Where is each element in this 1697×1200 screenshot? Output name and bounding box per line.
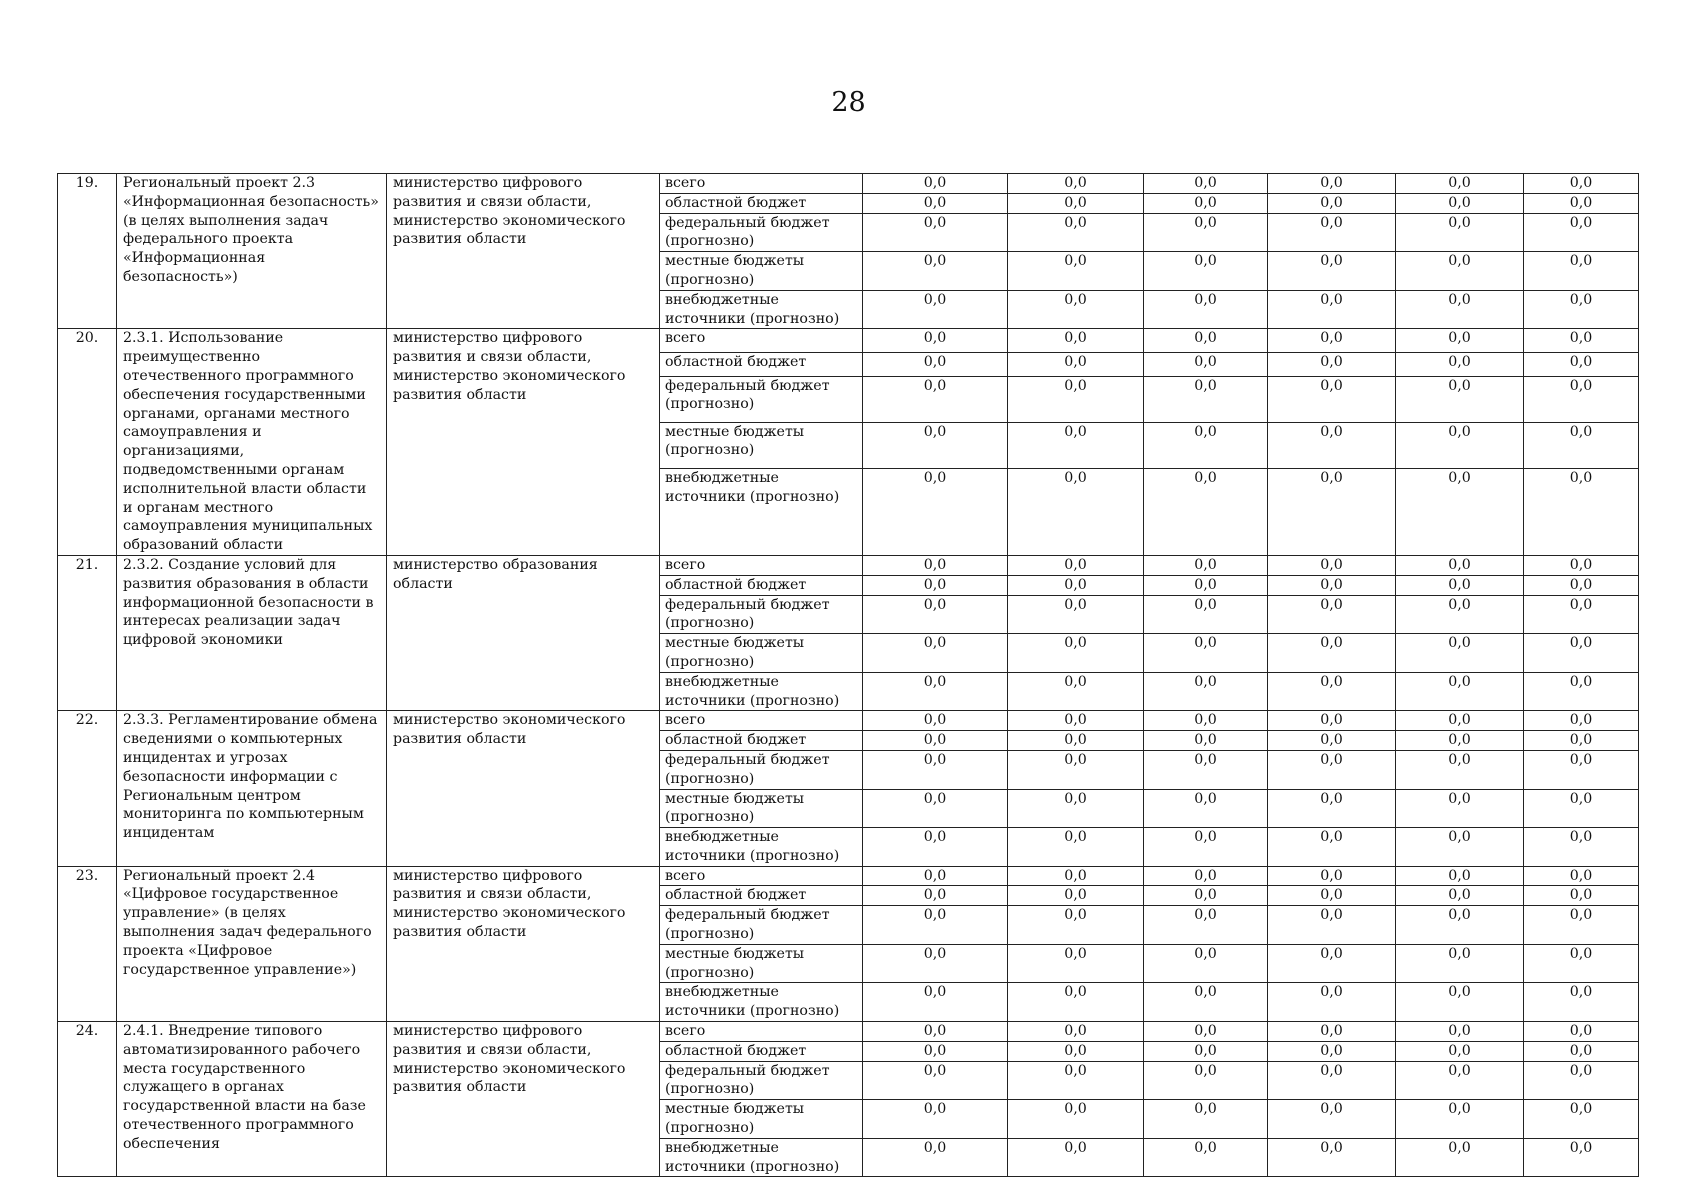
amount-cell: 0,0 [1396,555,1524,575]
amount-cell: 0,0 [1396,290,1524,329]
amount-cell: 0,0 [1524,376,1639,422]
amount-cell: 0,0 [1008,468,1144,555]
table-row [58,329,1639,353]
amount-cell: 0,0 [1524,828,1639,867]
amount-cell: 0,0 [1008,575,1144,595]
amount-cell: 0,0 [1396,731,1524,751]
amount-cell: 0,0 [1144,1061,1268,1100]
budget-table [57,173,1639,1177]
row-number: 20. [58,329,117,556]
amount-cell: 0,0 [1524,1061,1639,1100]
funding-source: внебюджетные источники (прогнозно) [660,983,863,1022]
amount-cell: 0,0 [1268,634,1396,673]
amount-cell: 0,0 [1396,353,1524,377]
amount-cell: 0,0 [1144,672,1268,711]
amount-cell: 0,0 [1524,672,1639,711]
funding-source: местные бюджеты (прогнозно) [660,252,863,291]
activity-name: 2.3.3. Регламентирование обмена сведениями о компьютерных инцидентах и угрозах безопасности информации с Региональным центром мониторинга по компьютерным инцидентам [117,711,387,866]
funding-source: федеральный бюджет (прогнозно) [660,376,863,422]
amount-cell: 0,0 [1396,174,1524,194]
amount-cell: 0,0 [863,944,1008,983]
amount-cell: 0,0 [1524,329,1639,353]
amount-cell: 0,0 [1524,731,1639,751]
amount-cell: 0,0 [1008,290,1144,329]
amount-cell: 0,0 [863,422,1008,468]
table-row [58,1022,1639,1042]
funding-source: внебюджетные источники (прогнозно) [660,468,863,555]
funding-source: областной бюджет [660,1041,863,1061]
funding-source: федеральный бюджет (прогнозно) [660,213,863,252]
amount-cell: 0,0 [1008,672,1144,711]
amount-cell: 0,0 [863,1022,1008,1042]
amount-cell: 0,0 [1268,672,1396,711]
executor: министерство цифрового развития и связи области, министерство экономического развития области [387,866,660,1021]
amount-cell: 0,0 [1524,174,1639,194]
amount-cell: 0,0 [1268,193,1396,213]
amount-cell: 0,0 [1524,711,1639,731]
amount-cell: 0,0 [1524,1041,1639,1061]
amount-cell: 0,0 [863,353,1008,377]
funding-source: внебюджетные источники (прогнозно) [660,828,863,867]
row-number: 21. [58,555,117,710]
amount-cell: 0,0 [1268,213,1396,252]
amount-cell: 0,0 [1268,468,1396,555]
amount-cell: 0,0 [1396,866,1524,886]
amount-cell: 0,0 [1144,174,1268,194]
amount-cell: 0,0 [1008,1061,1144,1100]
amount-cell: 0,0 [1008,376,1144,422]
amount-cell: 0,0 [1396,193,1524,213]
amount-cell: 0,0 [1008,789,1144,828]
amount-cell: 0,0 [863,789,1008,828]
funding-source: федеральный бюджет (прогнозно) [660,595,863,634]
funding-source: местные бюджеты (прогнозно) [660,944,863,983]
executor: министерство образования области [387,555,660,710]
amount-cell: 0,0 [1144,1022,1268,1042]
amount-cell: 0,0 [863,575,1008,595]
amount-cell: 0,0 [1396,906,1524,945]
table-body [58,174,1639,1177]
amount-cell: 0,0 [1268,595,1396,634]
amount-cell: 0,0 [1144,750,1268,789]
amount-cell: 0,0 [1144,555,1268,575]
amount-cell: 0,0 [863,213,1008,252]
amount-cell: 0,0 [1008,213,1144,252]
amount-cell: 0,0 [1396,1138,1524,1177]
amount-cell: 0,0 [1008,174,1144,194]
amount-cell: 0,0 [1396,1061,1524,1100]
amount-cell: 0,0 [1144,468,1268,555]
amount-cell: 0,0 [1524,886,1639,906]
amount-cell: 0,0 [1144,329,1268,353]
amount-cell: 0,0 [1008,983,1144,1022]
amount-cell: 0,0 [1008,944,1144,983]
amount-cell: 0,0 [1008,329,1144,353]
amount-cell: 0,0 [863,1061,1008,1100]
amount-cell: 0,0 [1144,290,1268,329]
amount-cell: 0,0 [1524,944,1639,983]
funding-source: областной бюджет [660,353,863,377]
amount-cell: 0,0 [1144,886,1268,906]
amount-cell: 0,0 [1396,213,1524,252]
amount-cell: 0,0 [1144,193,1268,213]
funding-source: всего [660,866,863,886]
amount-cell: 0,0 [1008,711,1144,731]
amount-cell: 0,0 [863,290,1008,329]
funding-source: внебюджетные источники (прогнозно) [660,290,863,329]
amount-cell: 0,0 [863,828,1008,867]
amount-cell: 0,0 [1268,828,1396,867]
amount-cell: 0,0 [1008,555,1144,575]
amount-cell: 0,0 [1396,595,1524,634]
amount-cell: 0,0 [1008,886,1144,906]
funding-source: областной бюджет [660,731,863,751]
amount-cell: 0,0 [1144,595,1268,634]
amount-cell: 0,0 [863,595,1008,634]
amount-cell: 0,0 [1524,290,1639,329]
funding-source: всего [660,711,863,731]
amount-cell: 0,0 [1524,750,1639,789]
amount-cell: 0,0 [1144,944,1268,983]
amount-cell: 0,0 [1008,1022,1144,1042]
funding-source: федеральный бюджет (прогнозно) [660,750,863,789]
amount-cell: 0,0 [1524,575,1639,595]
amount-cell: 0,0 [1524,906,1639,945]
amount-cell: 0,0 [1524,353,1639,377]
amount-cell: 0,0 [1008,750,1144,789]
funding-source: местные бюджеты (прогнозно) [660,1100,863,1139]
amount-cell: 0,0 [1144,828,1268,867]
amount-cell: 0,0 [863,983,1008,1022]
amount-cell: 0,0 [1268,376,1396,422]
amount-cell: 0,0 [1268,731,1396,751]
table-row [58,866,1639,886]
amount-cell: 0,0 [863,555,1008,575]
amount-cell: 0,0 [863,1100,1008,1139]
amount-cell: 0,0 [863,866,1008,886]
amount-cell: 0,0 [863,174,1008,194]
activity-name: 2.4.1. Внедрение типового автоматизированного рабочего места государственного служащего в органах государственной власти на базе отечественного программного обеспечения [117,1022,387,1177]
row-number: 24. [58,1022,117,1177]
amount-cell: 0,0 [1396,828,1524,867]
activity-name: Региональный проект 2.3 «Информационная безопасность» (в целях выполнения задач федерального проекта «Информационная безопасность») [117,174,387,329]
amount-cell: 0,0 [1008,252,1144,291]
funding-source: местные бюджеты (прогнозно) [660,634,863,673]
amount-cell: 0,0 [1268,353,1396,377]
amount-cell: 0,0 [1524,866,1639,886]
amount-cell: 0,0 [863,906,1008,945]
amount-cell: 0,0 [1144,575,1268,595]
amount-cell: 0,0 [1396,711,1524,731]
amount-cell: 0,0 [1396,944,1524,983]
amount-cell: 0,0 [1524,595,1639,634]
amount-cell: 0,0 [1008,731,1144,751]
amount-cell: 0,0 [1268,290,1396,329]
amount-cell: 0,0 [863,252,1008,291]
executor: министерство цифрового развития и связи области, министерство экономического развития области [387,174,660,329]
amount-cell: 0,0 [1524,422,1639,468]
amount-cell: 0,0 [1396,329,1524,353]
amount-cell: 0,0 [1144,983,1268,1022]
amount-cell: 0,0 [1524,983,1639,1022]
amount-cell: 0,0 [1008,828,1144,867]
amount-cell: 0,0 [1268,1041,1396,1061]
amount-cell: 0,0 [1008,634,1144,673]
amount-cell: 0,0 [1524,634,1639,673]
amount-cell: 0,0 [1144,353,1268,377]
table-row [58,711,1639,731]
funding-source: внебюджетные источники (прогнозно) [660,1138,863,1177]
funding-source: областной бюджет [660,193,863,213]
amount-cell: 0,0 [1268,789,1396,828]
amount-cell: 0,0 [1396,1022,1524,1042]
funding-source: федеральный бюджет (прогнозно) [660,906,863,945]
amount-cell: 0,0 [1396,468,1524,555]
amount-cell: 0,0 [1268,1061,1396,1100]
amount-cell: 0,0 [1396,575,1524,595]
amount-cell: 0,0 [1396,1100,1524,1139]
amount-cell: 0,0 [1008,866,1144,886]
amount-cell: 0,0 [863,1138,1008,1177]
amount-cell: 0,0 [1268,329,1396,353]
amount-cell: 0,0 [863,376,1008,422]
amount-cell: 0,0 [1008,595,1144,634]
amount-cell: 0,0 [863,329,1008,353]
table-row [58,174,1639,194]
amount-cell: 0,0 [1144,711,1268,731]
amount-cell: 0,0 [1008,1041,1144,1061]
funding-source: внебюджетные источники (прогнозно) [660,672,863,711]
row-number: 23. [58,866,117,1021]
amount-cell: 0,0 [1008,1100,1144,1139]
amount-cell: 0,0 [1144,866,1268,886]
amount-cell: 0,0 [1396,672,1524,711]
amount-cell: 0,0 [1396,789,1524,828]
amount-cell: 0,0 [863,711,1008,731]
amount-cell: 0,0 [1524,1138,1639,1177]
amount-cell: 0,0 [863,634,1008,673]
amount-cell: 0,0 [1268,711,1396,731]
executor: министерство цифрового развития и связи области, министерство экономического развития области [387,329,660,556]
amount-cell: 0,0 [1008,906,1144,945]
amount-cell: 0,0 [1396,983,1524,1022]
amount-cell: 0,0 [1268,1138,1396,1177]
table-row [58,555,1639,575]
amount-cell: 0,0 [1268,983,1396,1022]
amount-cell: 0,0 [1524,468,1639,555]
funding-source: областной бюджет [660,575,863,595]
row-number: 19. [58,174,117,329]
amount-cell: 0,0 [863,750,1008,789]
amount-cell: 0,0 [1268,1100,1396,1139]
amount-cell: 0,0 [863,672,1008,711]
amount-cell: 0,0 [863,886,1008,906]
page-number: 28 [831,87,866,118]
funding-source: местные бюджеты (прогнозно) [660,789,863,828]
amount-cell: 0,0 [1396,252,1524,291]
amount-cell: 0,0 [1144,1100,1268,1139]
amount-cell: 0,0 [1524,213,1639,252]
amount-cell: 0,0 [863,193,1008,213]
amount-cell: 0,0 [1396,886,1524,906]
amount-cell: 0,0 [863,1041,1008,1061]
amount-cell: 0,0 [1144,906,1268,945]
amount-cell: 0,0 [1396,1041,1524,1061]
amount-cell: 0,0 [1144,1138,1268,1177]
executor: министерство цифрового развития и связи области, министерство экономического развития области [387,1022,660,1177]
amount-cell: 0,0 [863,468,1008,555]
amount-cell: 0,0 [1144,789,1268,828]
amount-cell: 0,0 [1268,575,1396,595]
funding-source: всего [660,555,863,575]
activity-name: 2.3.2. Создание условий для развития образования в области информационной безопасности в интересах реализации задач цифровой экономики [117,555,387,710]
amount-cell: 0,0 [1144,376,1268,422]
amount-cell: 0,0 [1008,1138,1144,1177]
amount-cell: 0,0 [1268,422,1396,468]
amount-cell: 0,0 [1524,555,1639,575]
funding-source: федеральный бюджет (прогнозно) [660,1061,863,1100]
row-number: 22. [58,711,117,866]
funding-source: областной бюджет [660,886,863,906]
amount-cell: 0,0 [1144,1041,1268,1061]
amount-cell: 0,0 [1268,944,1396,983]
amount-cell: 0,0 [1144,252,1268,291]
amount-cell: 0,0 [1144,422,1268,468]
amount-cell: 0,0 [1268,252,1396,291]
amount-cell: 0,0 [1396,422,1524,468]
amount-cell: 0,0 [1008,422,1144,468]
amount-cell: 0,0 [1268,750,1396,789]
amount-cell: 0,0 [1144,634,1268,673]
amount-cell: 0,0 [1008,353,1144,377]
amount-cell: 0,0 [1268,555,1396,575]
amount-cell: 0,0 [1396,750,1524,789]
amount-cell: 0,0 [1268,886,1396,906]
executor: министерство экономического развития области [387,711,660,866]
amount-cell: 0,0 [1524,1100,1639,1139]
amount-cell: 0,0 [1396,376,1524,422]
funding-source: местные бюджеты (прогнозно) [660,422,863,468]
amount-cell: 0,0 [1008,193,1144,213]
amount-cell: 0,0 [1268,866,1396,886]
amount-cell: 0,0 [1268,1022,1396,1042]
amount-cell: 0,0 [1268,906,1396,945]
amount-cell: 0,0 [1524,193,1639,213]
funding-source: всего [660,1022,863,1042]
amount-cell: 0,0 [1144,731,1268,751]
activity-name: Региональный проект 2.4 «Цифровое государственное управление» (в целях выполнения задач федерального проекта «Цифровое государственное управление») [117,866,387,1021]
amount-cell: 0,0 [1268,174,1396,194]
amount-cell: 0,0 [1396,634,1524,673]
activity-name: 2.3.1. Использование преимущественно отечественного программного обеспечения государственными органами, органами местного самоуправления и организациями, подведомственными органам исполнительной власти области и органам местного самоуправления муниципальных образований области [117,329,387,556]
amount-cell: 0,0 [1524,1022,1639,1042]
amount-cell: 0,0 [1144,213,1268,252]
amount-cell: 0,0 [1524,252,1639,291]
amount-cell: 0,0 [1524,789,1639,828]
amount-cell: 0,0 [863,731,1008,751]
funding-source: всего [660,174,863,194]
funding-source: всего [660,329,863,353]
